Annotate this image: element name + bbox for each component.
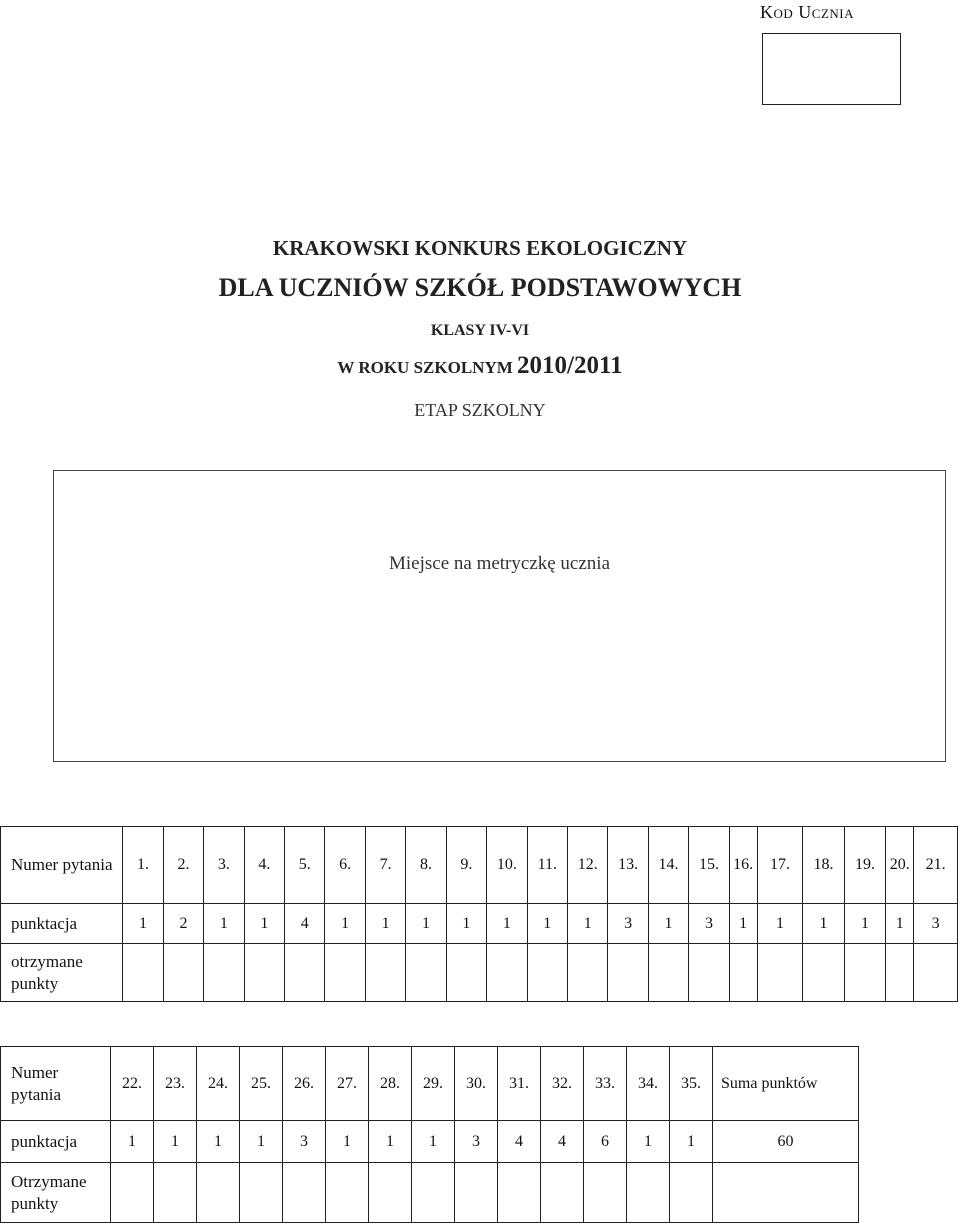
contest-subtitle: DLA UCZNIÓW SZKÓŁ PODSTAWOWYCH	[218, 273, 742, 302]
question-number: 9.	[446, 827, 486, 904]
received-points-input[interactable]	[285, 944, 325, 1002]
question-number: 2.	[163, 827, 203, 904]
received-points-input[interactable]	[627, 1163, 670, 1223]
score-table-1	[0, 826, 958, 1002]
question-number: 7.	[365, 827, 405, 904]
question-number: 25.	[240, 1047, 283, 1121]
received-points-input[interactable]	[240, 1163, 283, 1223]
question-number: 22.	[111, 1047, 154, 1121]
question-number: 14.	[648, 827, 688, 904]
student-metric-box[interactable]	[53, 470, 946, 762]
stage-label: ETAP SZKOLNY	[414, 400, 546, 420]
points-value: 1	[527, 904, 567, 944]
contest-title: KRAKOWSKI KONKURS EKOLOGICZNY	[272, 236, 688, 260]
received-points-input[interactable]	[670, 1163, 713, 1223]
question-number: 31.	[498, 1047, 541, 1121]
points-value: 1	[325, 904, 365, 944]
points-value: 1	[154, 1121, 197, 1163]
received-points-input[interactable]	[283, 1163, 326, 1223]
school-year-value: 2010/2011	[517, 352, 623, 379]
question-number: 29.	[412, 1047, 455, 1121]
points-value: 1	[446, 904, 486, 944]
question-number: 4.	[244, 827, 284, 904]
score-table-2	[0, 1046, 859, 1223]
received-points-input[interactable]	[584, 1163, 627, 1223]
points-value: 3	[608, 904, 648, 944]
points-value: 3	[283, 1121, 326, 1163]
question-number: 10.	[487, 827, 527, 904]
points-value: 1	[204, 904, 244, 944]
question-number: 24.	[197, 1047, 240, 1121]
received-points-input[interactable]	[111, 1163, 154, 1223]
points-value: 3	[455, 1121, 498, 1163]
points-value: 1	[123, 904, 163, 944]
received-points-input[interactable]	[886, 944, 914, 1002]
student-code-label: Kod Ucznia	[760, 2, 854, 22]
points-value: 1	[240, 1121, 283, 1163]
received-points-input[interactable]	[446, 944, 486, 1002]
received-points-input[interactable]	[527, 944, 567, 1002]
received-points-input[interactable]	[689, 944, 729, 1002]
received-points-input[interactable]	[844, 944, 885, 1002]
points-value: 3	[689, 904, 729, 944]
points-value: 1	[412, 1121, 455, 1163]
received-points-input[interactable]	[197, 1163, 240, 1223]
received-points-input[interactable]	[541, 1163, 584, 1223]
points-value: 1	[729, 904, 757, 944]
received-points-input[interactable]	[244, 944, 284, 1002]
received-points-input[interactable]	[123, 944, 163, 1002]
points-value: 1	[326, 1121, 369, 1163]
question-number-text: 16.	[733, 856, 754, 873]
question-number: 13.	[608, 827, 648, 904]
received-points-label: otrzymane punkty	[1, 944, 123, 1002]
received-points-input[interactable]	[455, 1163, 498, 1223]
points-value: 4	[541, 1121, 584, 1163]
question-number: 15.	[689, 827, 729, 904]
question-number: 11.	[527, 827, 567, 904]
question-number	[729, 827, 757, 904]
points-value: 1	[670, 1121, 713, 1163]
points-value: 6	[584, 1121, 627, 1163]
question-number: 18.	[803, 827, 844, 904]
received-points-input[interactable]	[154, 1163, 197, 1223]
question-number: 26.	[283, 1047, 326, 1121]
points-value: 1	[648, 904, 688, 944]
points-value: 1	[627, 1121, 670, 1163]
points-value: 1	[886, 904, 914, 944]
question-number: 21.	[914, 827, 958, 904]
points-value: 1	[244, 904, 284, 944]
question-number-text: 20.	[889, 856, 910, 873]
received-points-input[interactable]	[365, 944, 405, 1002]
question-number: 19.	[844, 827, 885, 904]
points-value: 1	[757, 904, 803, 944]
received-points-input[interactable]	[914, 944, 958, 1002]
question-number: 8.	[406, 827, 446, 904]
school-year-prefix: W ROKU SZKOLNYM	[337, 358, 518, 377]
points-value: 1	[406, 904, 446, 944]
question-number: 17.	[757, 827, 803, 904]
question-number: 23.	[154, 1047, 197, 1121]
points-value: 1	[111, 1121, 154, 1163]
question-number-label: Numer pytania	[1, 1047, 111, 1121]
question-number: 35.	[670, 1047, 713, 1121]
received-points-label: Otrzymane punkty	[1, 1163, 111, 1223]
question-number: 5.	[285, 827, 325, 904]
received-points-input[interactable]	[325, 944, 365, 1002]
received-points-input[interactable]	[204, 944, 244, 1002]
points-value: 1	[803, 904, 844, 944]
points-value: 1	[369, 1121, 412, 1163]
points-value: 3	[914, 904, 958, 944]
points-value: 1	[487, 904, 527, 944]
school-year	[0, 352, 960, 380]
received-points-input[interactable]	[757, 944, 803, 1002]
points-value: 1	[365, 904, 405, 944]
question-number: 27.	[326, 1047, 369, 1121]
question-number: 12.	[567, 827, 607, 904]
received-points-input[interactable]	[369, 1163, 412, 1223]
scoring-label: punktacja	[1, 1121, 111, 1163]
points-value: 1	[197, 1121, 240, 1163]
sum-value: 60	[713, 1121, 859, 1163]
received-points-input[interactable]	[567, 944, 607, 1002]
question-number: 1.	[123, 827, 163, 904]
received-points-input[interactable]	[412, 1163, 455, 1223]
question-number: 3.	[204, 827, 244, 904]
question-number: 32.	[541, 1047, 584, 1121]
question-number-label: Numer pytania	[1, 827, 123, 904]
student-code-box[interactable]	[762, 33, 901, 105]
question-number	[886, 827, 914, 904]
sum-label: Suma punktów	[713, 1047, 859, 1121]
points-value: 1	[844, 904, 885, 944]
points-value: 2	[163, 904, 203, 944]
points-value: 1	[567, 904, 607, 944]
scoring-label: punktacja	[1, 904, 123, 944]
grade-range: KLASY IV-VI	[430, 322, 530, 339]
question-number: 28.	[369, 1047, 412, 1121]
received-points-input[interactable]	[498, 1163, 541, 1223]
received-points-input[interactable]	[803, 944, 844, 1002]
received-points-input[interactable]	[163, 944, 203, 1002]
points-value: 4	[285, 904, 325, 944]
sum-received-input[interactable]	[713, 1163, 859, 1223]
received-points-input[interactable]	[729, 944, 757, 1002]
received-points-input[interactable]	[326, 1163, 369, 1223]
metric-box-label: Miejsce na metryczkę ucznia	[388, 553, 611, 574]
question-number: 34.	[627, 1047, 670, 1121]
question-number: 6.	[325, 827, 365, 904]
received-points-input[interactable]	[487, 944, 527, 1002]
question-number: 30.	[455, 1047, 498, 1121]
question-number: 33.	[584, 1047, 627, 1121]
received-points-input[interactable]	[648, 944, 688, 1002]
received-points-input[interactable]	[406, 944, 446, 1002]
points-value: 4	[498, 1121, 541, 1163]
received-points-input[interactable]	[608, 944, 648, 1002]
